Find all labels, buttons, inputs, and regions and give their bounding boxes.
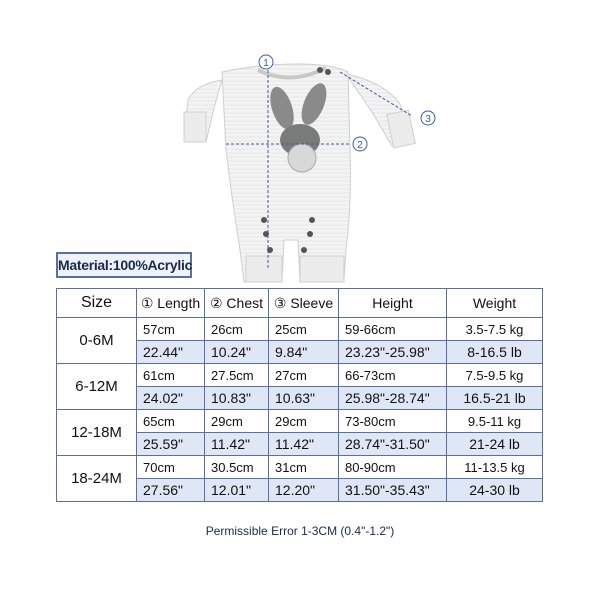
left-leg-cuff — [246, 256, 282, 282]
header-sleeve: ③ Sleeve — [269, 289, 339, 318]
table-row — [57, 456, 543, 479]
chest-cm: 27.5cm — [205, 364, 269, 387]
chest-marker — [353, 137, 367, 151]
right-leg-cuff — [300, 256, 344, 282]
header-chest: ② Chest — [205, 289, 269, 318]
height-inch: 23.23"-25.98" — [339, 341, 447, 364]
sleeve-cm: 29cm — [269, 410, 339, 433]
height-cm: 73-80cm — [339, 410, 447, 433]
weight-lb: 16.5-21 lb — [447, 387, 543, 410]
sleeve-inch: 12.20" — [269, 479, 339, 502]
header-length: ① Length — [137, 289, 205, 318]
header-weight: Weight — [447, 289, 543, 318]
length-cm: 70cm — [137, 456, 205, 479]
weight-kg: 9.5-11 kg — [447, 410, 543, 433]
height-cm: 59-66cm — [339, 318, 447, 341]
sleeve-cm: 31cm — [269, 456, 339, 479]
chest-cm: 29cm — [205, 410, 269, 433]
height-inch: 25.98"-28.74" — [339, 387, 447, 410]
height-inch: 28.74"-31.50" — [339, 433, 447, 456]
length-inch: 22.44" — [137, 341, 205, 364]
chest-inch: 12.01" — [205, 479, 269, 502]
weight-kg: 11-13.5 kg — [447, 456, 543, 479]
length-cm: 61cm — [137, 364, 205, 387]
sleeve-cm: 25cm — [269, 318, 339, 341]
header-size: Size — [57, 289, 137, 318]
length-marker — [259, 55, 273, 69]
chest-inch: 10.24" — [205, 341, 269, 364]
sleeve-marker — [421, 111, 435, 125]
table-row — [57, 364, 543, 387]
size-cell: 12-18M — [57, 410, 137, 456]
romper-illustration — [0, 0, 600, 290]
weight-lb: 21-24 lb — [447, 433, 543, 456]
crotch-button — [301, 247, 307, 253]
sleeve-inch: 10.63" — [269, 387, 339, 410]
table-row — [57, 318, 543, 341]
crotch-button — [261, 217, 267, 223]
height-cm: 80-90cm — [339, 456, 447, 479]
header-height: Height — [339, 289, 447, 318]
size-cell: 6-12M — [57, 364, 137, 410]
sleeve-cm: 27cm — [269, 364, 339, 387]
shoulder-button — [317, 67, 323, 73]
material-label: Material:100%Acrylic — [56, 252, 192, 278]
shoulder-button — [325, 69, 331, 75]
height-inch: 31.50"-35.43" — [339, 479, 447, 502]
svg-text:2: 2 — [357, 140, 363, 151]
chest-cm: 26cm — [205, 318, 269, 341]
chest-cm: 30.5cm — [205, 456, 269, 479]
crotch-button — [307, 231, 313, 237]
svg-text:3: 3 — [425, 114, 431, 125]
permissible-error-note: Permissible Error 1-3CM (0.4"-1.2") — [205, 524, 395, 538]
length-inch: 27.56" — [137, 479, 205, 502]
sleeve-inch: 9.84" — [269, 341, 339, 364]
table-row — [57, 410, 543, 433]
weight-kg: 7.5-9.5 kg — [447, 364, 543, 387]
length-cm: 57cm — [137, 318, 205, 341]
length-cm: 65cm — [137, 410, 205, 433]
chest-inch: 11.42" — [205, 433, 269, 456]
length-inch: 25.59" — [137, 433, 205, 456]
weight-kg: 3.5-7.5 kg — [447, 318, 543, 341]
height-cm: 66-73cm — [339, 364, 447, 387]
size-cell: 18-24M — [57, 456, 137, 502]
chest-inch: 10.83" — [205, 387, 269, 410]
crotch-button — [309, 217, 315, 223]
weight-lb: 24-30 lb — [447, 479, 543, 502]
sleeve-inch: 11.42" — [269, 433, 339, 456]
table-header-row — [57, 289, 543, 318]
svg-text:1: 1 — [263, 58, 269, 69]
length-inch: 24.02" — [137, 387, 205, 410]
size-chart-table — [56, 288, 543, 502]
left-cuff — [184, 112, 206, 142]
weight-lb: 8-16.5 lb — [447, 341, 543, 364]
size-cell: 0-6M — [57, 318, 137, 364]
